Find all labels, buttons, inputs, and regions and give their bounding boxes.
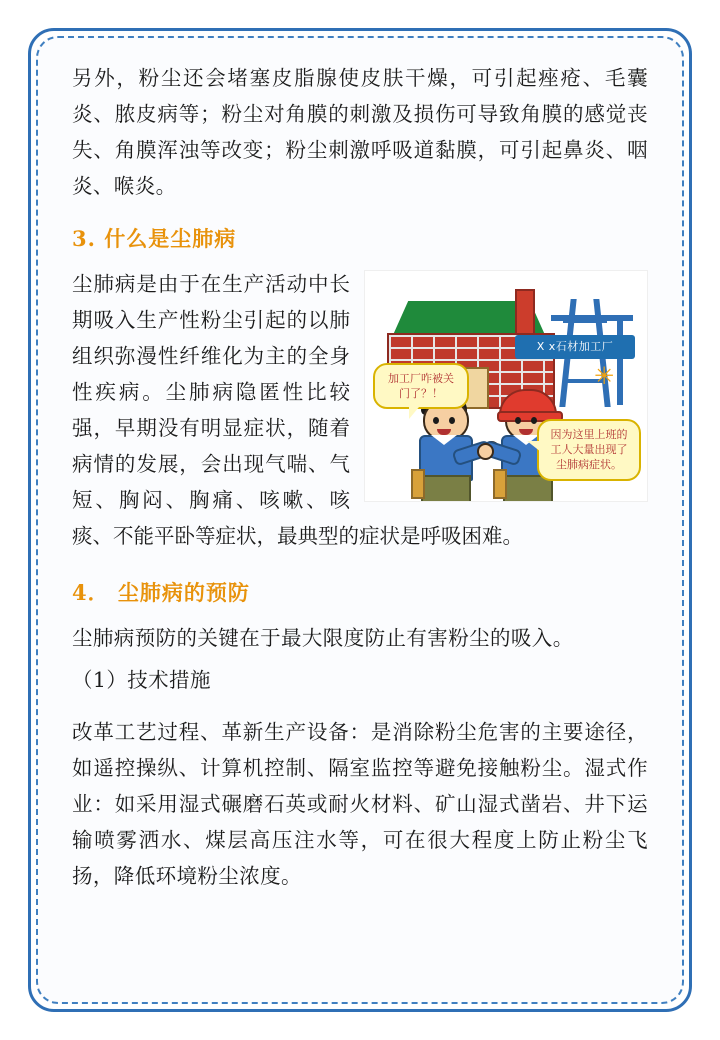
worker-tool-icon [411, 469, 425, 499]
worker-tool-icon [493, 469, 507, 499]
section-3 [72, 222, 648, 554]
crane-post-shape [617, 315, 623, 405]
worker-eye-left [433, 417, 439, 424]
safety-helmet-icon [499, 389, 557, 419]
worker-legs [421, 475, 471, 502]
worker-hand-left [477, 443, 494, 460]
section-3-body: 尘肺病是由于在生产活动中长期吸入生产性粉尘引起的以肺组织弥漫性纤维化为主的全身性疾病。尘肺病隐匿性比较强，早期没有明显症状，随着病情的发展，会出现气喘、气短、胸闷、胸痛、咳嗽、咳痰、不能平卧等症状，最典型的症状是呼吸困难。 [72, 272, 523, 548]
section-4-lead: 尘肺病预防的关键在于最大限度防止有害粉尘的吸入。 [72, 626, 574, 650]
worker-eye-right [531, 417, 537, 424]
sparkle-icon: ✳ [593, 362, 615, 390]
tower-bar [563, 319, 607, 323]
illustration-dust-factory [364, 270, 648, 502]
section-3-heading: 3. 什么是尘肺病 [72, 226, 237, 251]
section-3-body-wrap [72, 266, 648, 554]
document-content [72, 60, 648, 980]
section-4-heading: 4． 尘肺病的预防 [72, 580, 250, 605]
speech-bubble-right: 因为这里上班的工人大量出现了尘肺病症状。 [537, 419, 641, 481]
worker-eye-left [515, 417, 521, 424]
factory-sign: X x石材加工厂 [515, 335, 635, 359]
worker-eye-right [449, 417, 455, 424]
paragraph-intro: 另外，粉尘还会堵塞皮脂腺使皮肤干燥，可引起痤疮、毛囊炎、脓皮病等；粉尘对角膜的刺激及损伤可导致角膜的感觉丧失、角膜浑浊等改变；粉尘刺激呼吸道黏膜，可引起鼻炎、咽炎、喉炎。 [72, 66, 648, 198]
section-4-body: 改革工艺过程、革新生产设备：是消除粉尘危害的主要途径，如遥控操纵、计算机控制、隔室监控等避免接触粉尘。湿式作业：如采用湿式碾磨石英或耐火材料、矿山湿式凿岩、井下运输喷雾洒水、煤层高压注水等，可在很大程度上防止粉尘飞扬，降低环境粉尘浓度。 [72, 720, 648, 888]
section-4 [72, 576, 648, 894]
speech-bubble-left: 加工厂咋被关门了？！ [373, 363, 469, 409]
section-4-subheading-1: （1）技术措施 [72, 668, 211, 692]
